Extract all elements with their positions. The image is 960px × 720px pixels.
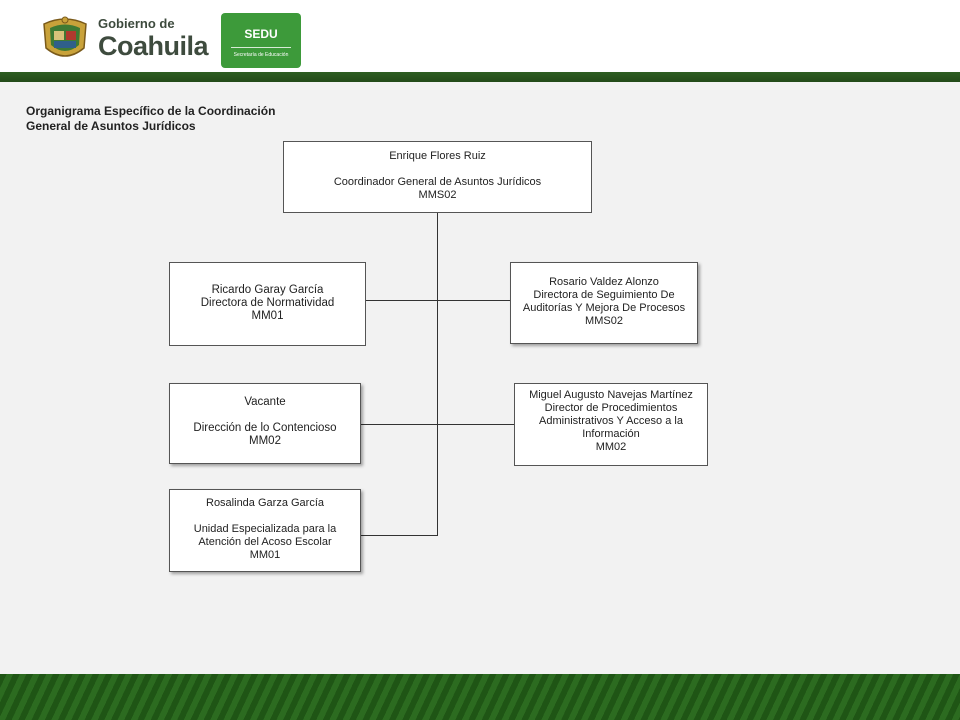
box-role-line1: Unidad Especializada para la — [193, 523, 337, 535]
box-role-line2: Administrativos Y Acceso a la — [539, 415, 683, 427]
box-name: Enrique Flores Ruiz — [389, 150, 486, 162]
box-code: MMS02 — [585, 315, 623, 327]
org-box-coordinador — [283, 141, 592, 213]
box-code: MMS02 — [418, 189, 457, 201]
box-name: Ricardo Garay García — [211, 284, 324, 296]
box-name: Rosario Valdez Alonzo — [549, 276, 659, 288]
box-role: Directora de Normatividad — [200, 297, 335, 309]
page-title-line2: General de Asuntos Jurídicos — [26, 119, 196, 133]
box-role-line1: Directora de Seguimiento De — [533, 289, 675, 301]
box-name: Miguel Augusto Navejas Martínez — [529, 389, 693, 401]
header — [0, 0, 960, 72]
box-role-line2: Atención del Acoso Escolar — [198, 536, 332, 548]
box-code: MM02 — [249, 435, 281, 447]
box-name: Rosalinda Garza García — [206, 497, 324, 509]
box-name: Vacante — [244, 396, 286, 408]
box-role: Coordinador General de Asuntos Jurídicos — [333, 176, 542, 188]
box-role-line1: Director de Procedimientos — [544, 402, 678, 414]
top-green-bar — [0, 72, 960, 82]
coahuila-seal-icon — [40, 14, 90, 62]
org-box-contencioso — [169, 383, 361, 464]
footer-green-bar — [0, 674, 960, 720]
sedu-title: SEDU — [244, 27, 278, 41]
org-box-procedimientos — [514, 383, 708, 466]
box-code: MM01 — [251, 310, 284, 322]
page-title — [26, 104, 275, 134]
org-box-acoso — [169, 489, 361, 572]
box-role-line2: Auditorías Y Mejora De Procesos — [522, 302, 686, 314]
org-box-seguimiento — [510, 262, 698, 344]
logo-big-text: Coahuila — [98, 31, 209, 61]
sedu-logo — [221, 13, 301, 68]
logo-small-text: Gobierno de — [98, 16, 175, 31]
connector-normatividad-seguimiento — [365, 300, 511, 301]
connector-acoso — [361, 535, 438, 536]
sedu-divider — [231, 47, 291, 48]
box-role-line3: Información — [582, 428, 640, 440]
box-code: MM02 — [595, 441, 627, 453]
box-code: MM01 — [249, 549, 281, 561]
connector-contencioso-procedimientos — [361, 424, 514, 425]
gobierno-coahuila-logo — [40, 14, 215, 66]
box-role: Dirección de lo Contencioso — [193, 422, 337, 434]
org-box-normatividad — [169, 262, 366, 346]
sedu-subtitle: Secretaría de Educación — [233, 52, 289, 58]
connector-trunk — [437, 212, 438, 535]
page-title-line1: Organigrama Específico de la Coordinación — [26, 104, 276, 118]
